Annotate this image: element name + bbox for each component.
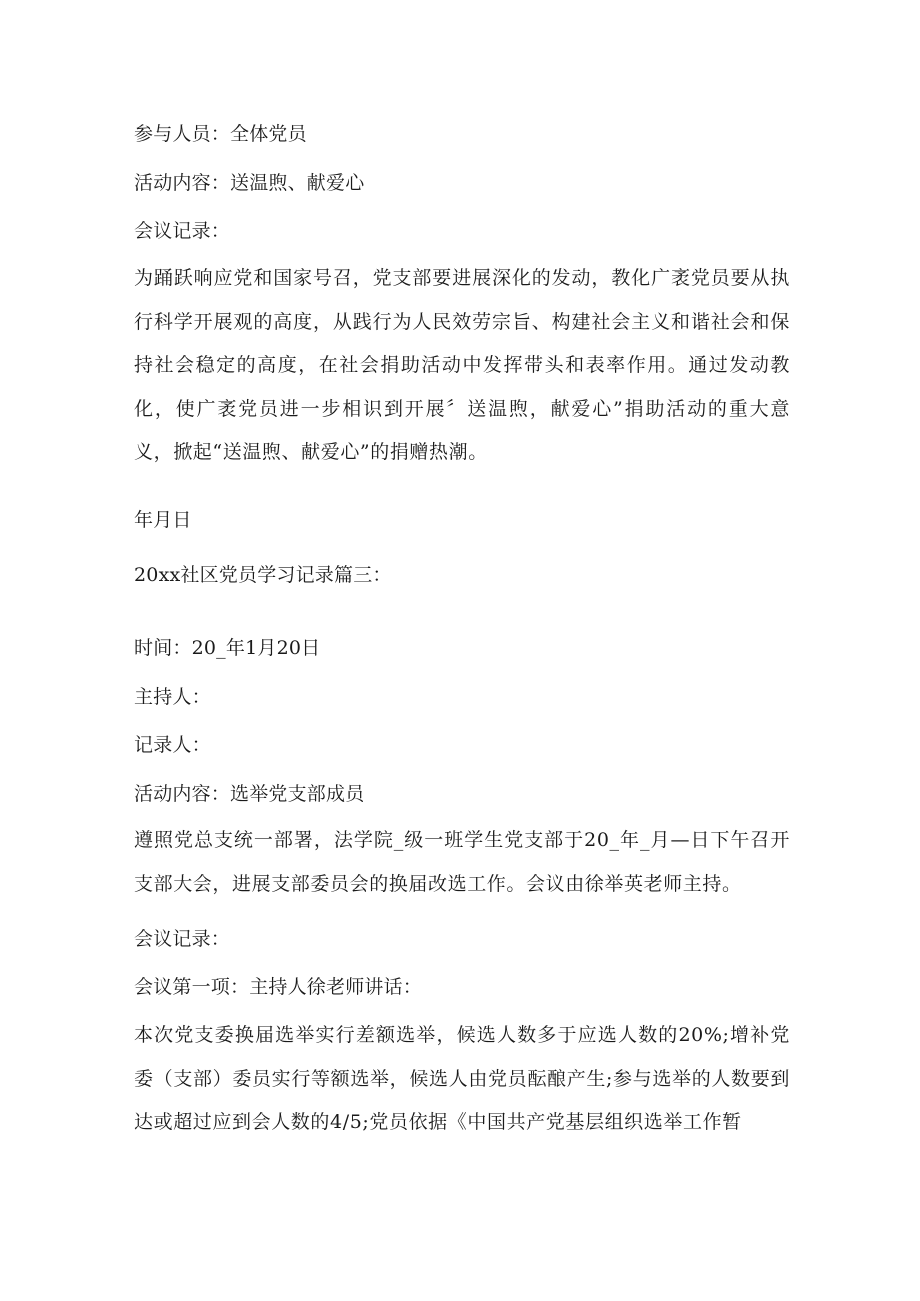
minutes-label: 会议记录：	[134, 928, 231, 950]
host-line: 主持人：	[134, 686, 211, 708]
activity-content-line: 活动内容：选举党支部成员	[134, 783, 365, 805]
agenda-item: 会议第一项：主持人徐老师讲话：	[134, 976, 423, 998]
recorder-line: 记录人：	[134, 734, 211, 756]
minutes-label: 会议记录：	[134, 220, 231, 242]
body-paragraph: 为踊跃响应党和国家号召，党支部要进展深化的发动，教化广袤党员要从执行科学开展观的高度，从践行为人民效劳宗旨、构建社会主义和谐社会和保持社会稳定的高度，在社会捐助活动中发挥带头和表率作用。通过发动教化，使广袤党员进一步相识到开展〞送温煦，献爱心”捐助活动的重大意义，掀起“送温煦、献爱心”的捐赠热潮。	[134, 267, 790, 463]
time-line: 时间：20_年1月20日	[134, 637, 321, 659]
body-paragraph: 本次党支委换届选举实行差额选举，候选人数多于应选人数的20%;增补党委（支部）委员实行等额选举，候选人由党员酝酿产生;参与选举的人数要到达或超过应到会人数的4/5;党员依据《中国共产党基层组织选举工作暂	[134, 1024, 790, 1133]
participants-line: 参与人员：全体党员	[134, 123, 307, 145]
section-title: 20xx社区党员学习记录篇三：	[134, 564, 392, 586]
activity-content-line: 活动内容：送温煦、献爱心	[134, 172, 365, 194]
date-placeholder: 年月日	[134, 509, 192, 531]
body-paragraph: 遵照党总支统一部署，法学院_级一班学生党支部于20_年_月—日下午召开支部大会，进展支部委员会的换届改选工作。会议由徐举英老师主持。	[134, 829, 790, 895]
